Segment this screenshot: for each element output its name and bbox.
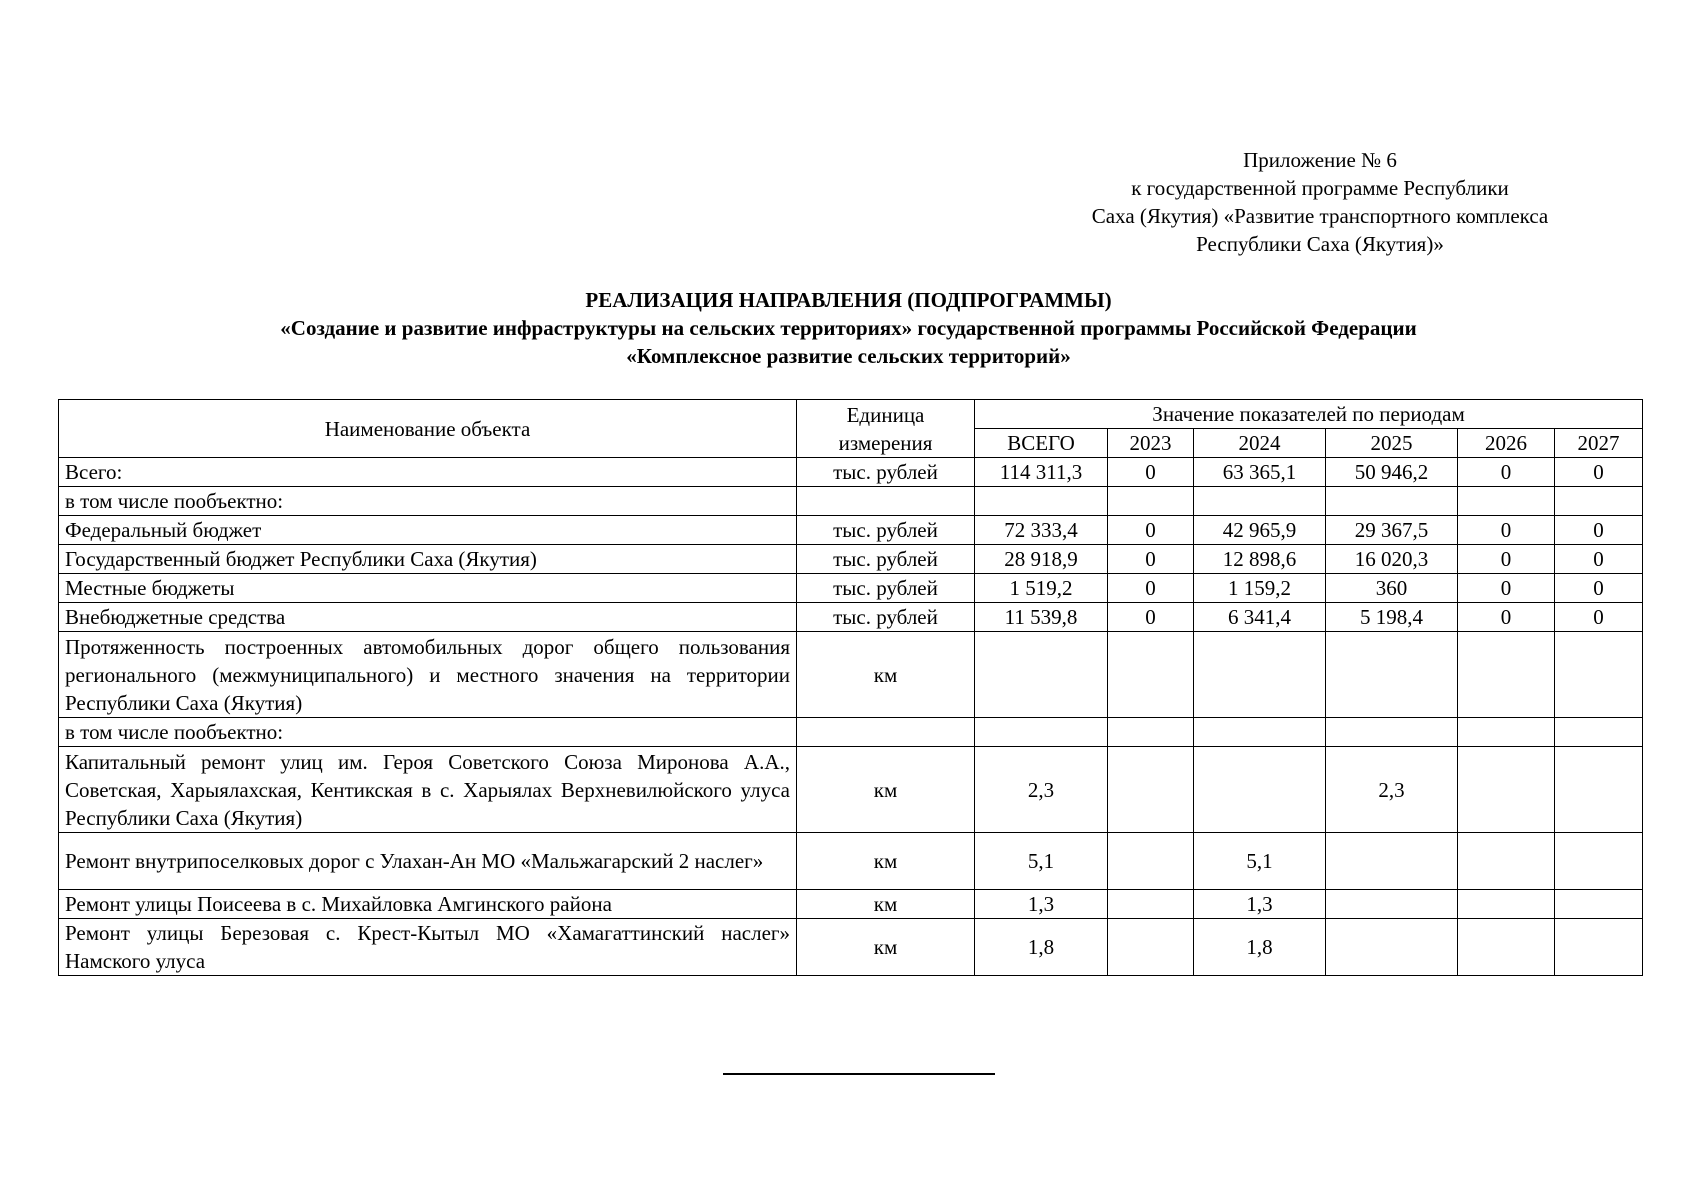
row-2025 <box>1326 632 1458 718</box>
row-name: Внебюджетные средства <box>59 603 797 632</box>
row-2023 <box>1108 833 1194 890</box>
row-2023: 0 <box>1108 574 1194 603</box>
row-total: 5,1 <box>975 833 1108 890</box>
row-2027: 0 <box>1555 574 1643 603</box>
row-name: Ремонт улицы Березовая с. Крест-Кытыл МО «Хамагаттинский наслег» Намского улуса <box>59 919 797 976</box>
header-total: ВСЕГО <box>975 429 1108 458</box>
header-2024: 2024 <box>1194 429 1326 458</box>
row-2024: 6 341,4 <box>1194 603 1326 632</box>
row-2027 <box>1555 487 1643 516</box>
row-2024: 63 365,1 <box>1194 458 1326 487</box>
row-2024: 12 898,6 <box>1194 545 1326 574</box>
appendix-line-2: к государственной программе Республики <box>1131 176 1509 200</box>
table-row <box>59 603 1643 632</box>
table-row <box>59 487 1643 516</box>
appendix-line-4: Республики Саха (Якутия)» <box>1196 232 1444 256</box>
table-row <box>59 718 1643 747</box>
row-total: 1,8 <box>975 919 1108 976</box>
row-2027 <box>1555 890 1643 919</box>
row-2027: 0 <box>1555 516 1643 545</box>
indicators-table <box>58 399 1643 976</box>
row-2026: 0 <box>1458 603 1555 632</box>
row-total <box>975 487 1108 516</box>
row-unit: тыс. рублей <box>797 516 975 545</box>
row-unit: тыс. рублей <box>797 603 975 632</box>
row-name: Капитальный ремонт улиц им. Героя Советского Союза Миронова А.А., Советская, Харыялахская, Кентикская в с. Харыялах Верхневилюйского улуса Республики Саха (Якутия) <box>59 747 797 833</box>
row-2025: 29 367,5 <box>1326 516 1458 545</box>
row-2026 <box>1458 890 1555 919</box>
row-2024: 5,1 <box>1194 833 1326 890</box>
row-2026 <box>1458 487 1555 516</box>
row-2024: 42 965,9 <box>1194 516 1326 545</box>
row-unit <box>797 718 975 747</box>
row-name: в том числе пообъектно: <box>59 487 797 516</box>
table-row <box>59 458 1643 487</box>
row-total: 72 333,4 <box>975 516 1108 545</box>
table-row <box>59 632 1643 718</box>
title-line-1: РЕАЛИЗАЦИЯ НАПРАВЛЕНИЯ (ПОДПРОГРАММЫ) <box>585 288 1112 312</box>
table-row <box>59 545 1643 574</box>
row-total: 114 311,3 <box>975 458 1108 487</box>
header-periods: Значение показателей по периодам <box>975 400 1643 429</box>
row-2025: 360 <box>1326 574 1458 603</box>
row-unit: тыс. рублей <box>797 574 975 603</box>
header-2023: 2023 <box>1108 429 1194 458</box>
row-2023: 0 <box>1108 603 1194 632</box>
row-2025 <box>1326 890 1458 919</box>
row-2026 <box>1458 747 1555 833</box>
row-total: 28 918,9 <box>975 545 1108 574</box>
row-unit: тыс. рублей <box>797 458 975 487</box>
row-name: Ремонт улицы Поисеева в с. Михайловка Амгинского района <box>59 890 797 919</box>
row-2025 <box>1326 487 1458 516</box>
row-2026: 0 <box>1458 574 1555 603</box>
row-2026: 0 <box>1458 545 1555 574</box>
row-unit: км <box>797 919 975 976</box>
row-2024 <box>1194 747 1326 833</box>
header-2027: 2027 <box>1555 429 1643 458</box>
row-2023: 0 <box>1108 516 1194 545</box>
row-2027: 0 <box>1555 545 1643 574</box>
table-body <box>59 400 1643 976</box>
row-unit: км <box>797 833 975 890</box>
row-2026: 0 <box>1458 516 1555 545</box>
row-2027 <box>1555 833 1643 890</box>
row-2027: 0 <box>1555 603 1643 632</box>
table-row <box>59 747 1643 833</box>
row-total: 1,3 <box>975 890 1108 919</box>
row-2024: 1,8 <box>1194 919 1326 976</box>
header-name: Наименование объекта <box>59 400 797 458</box>
row-2025 <box>1326 919 1458 976</box>
row-total: 11 539,8 <box>975 603 1108 632</box>
header-unit: Единица измерения <box>797 400 975 458</box>
row-2027: 0 <box>1555 458 1643 487</box>
footer-separator-line <box>723 1073 995 1075</box>
row-name: Федеральный бюджет <box>59 516 797 545</box>
row-total: 2,3 <box>975 747 1108 833</box>
row-unit <box>797 487 975 516</box>
row-2027 <box>1555 747 1643 833</box>
row-total <box>975 632 1108 718</box>
row-2025: 2,3 <box>1326 747 1458 833</box>
row-2024 <box>1194 718 1326 747</box>
row-2025: 16 020,3 <box>1326 545 1458 574</box>
table-row <box>59 833 1643 890</box>
row-2025: 5 198,4 <box>1326 603 1458 632</box>
row-2023 <box>1108 890 1194 919</box>
row-total <box>975 718 1108 747</box>
row-2023 <box>1108 919 1194 976</box>
appendix-line-3: Саха (Якутия) «Развитие транспортного комплекса <box>1091 204 1549 228</box>
row-name: Государственный бюджет Республики Саха (Якутия) <box>59 545 797 574</box>
row-2023 <box>1108 487 1194 516</box>
title-line-2: «Создание и развитие инфраструктуры на сельских территориях» государственной программы Российской Федерации <box>280 316 1417 340</box>
row-unit: км <box>797 632 975 718</box>
document-title <box>0 286 1697 370</box>
table-row <box>59 919 1643 976</box>
appendix-note <box>1000 146 1640 258</box>
row-2024: 1,3 <box>1194 890 1326 919</box>
row-2023 <box>1108 747 1194 833</box>
row-total: 1 519,2 <box>975 574 1108 603</box>
row-2026: 0 <box>1458 458 1555 487</box>
row-2024: 1 159,2 <box>1194 574 1326 603</box>
header-row-1 <box>59 400 1643 429</box>
row-name: в том числе пообъектно: <box>59 718 797 747</box>
table-row <box>59 516 1643 545</box>
row-2025 <box>1326 833 1458 890</box>
row-2023: 0 <box>1108 545 1194 574</box>
row-unit: км <box>797 890 975 919</box>
table-row <box>59 574 1643 603</box>
row-2024 <box>1194 487 1326 516</box>
header-2025: 2025 <box>1326 429 1458 458</box>
row-2026 <box>1458 632 1555 718</box>
row-name: Протяженность построенных автомобильных дорог общего пользования регионального (межмуниципального) и местного значения на территории Республики Саха (Якутия) <box>59 632 797 718</box>
row-unit: км <box>797 747 975 833</box>
row-2026 <box>1458 833 1555 890</box>
row-2027 <box>1555 632 1643 718</box>
row-name: Местные бюджеты <box>59 574 797 603</box>
row-2024 <box>1194 632 1326 718</box>
row-2026 <box>1458 919 1555 976</box>
header-2026: 2026 <box>1458 429 1555 458</box>
row-name: Ремонт внутрипоселковых дорог с Улахан-Ан МО «Мальжагарский 2 наслег» <box>59 833 797 890</box>
title-line-3: «Комплексное развитие сельских территорий» <box>626 344 1071 368</box>
row-2025 <box>1326 718 1458 747</box>
row-2025: 50 946,2 <box>1326 458 1458 487</box>
appendix-line-1: Приложение № 6 <box>1243 148 1397 172</box>
row-2023: 0 <box>1108 458 1194 487</box>
row-2026 <box>1458 718 1555 747</box>
row-name: Всего: <box>59 458 797 487</box>
row-2023 <box>1108 718 1194 747</box>
table-row <box>59 890 1643 919</box>
row-2027 <box>1555 919 1643 976</box>
row-unit: тыс. рублей <box>797 545 975 574</box>
row-2027 <box>1555 718 1643 747</box>
row-2023 <box>1108 632 1194 718</box>
